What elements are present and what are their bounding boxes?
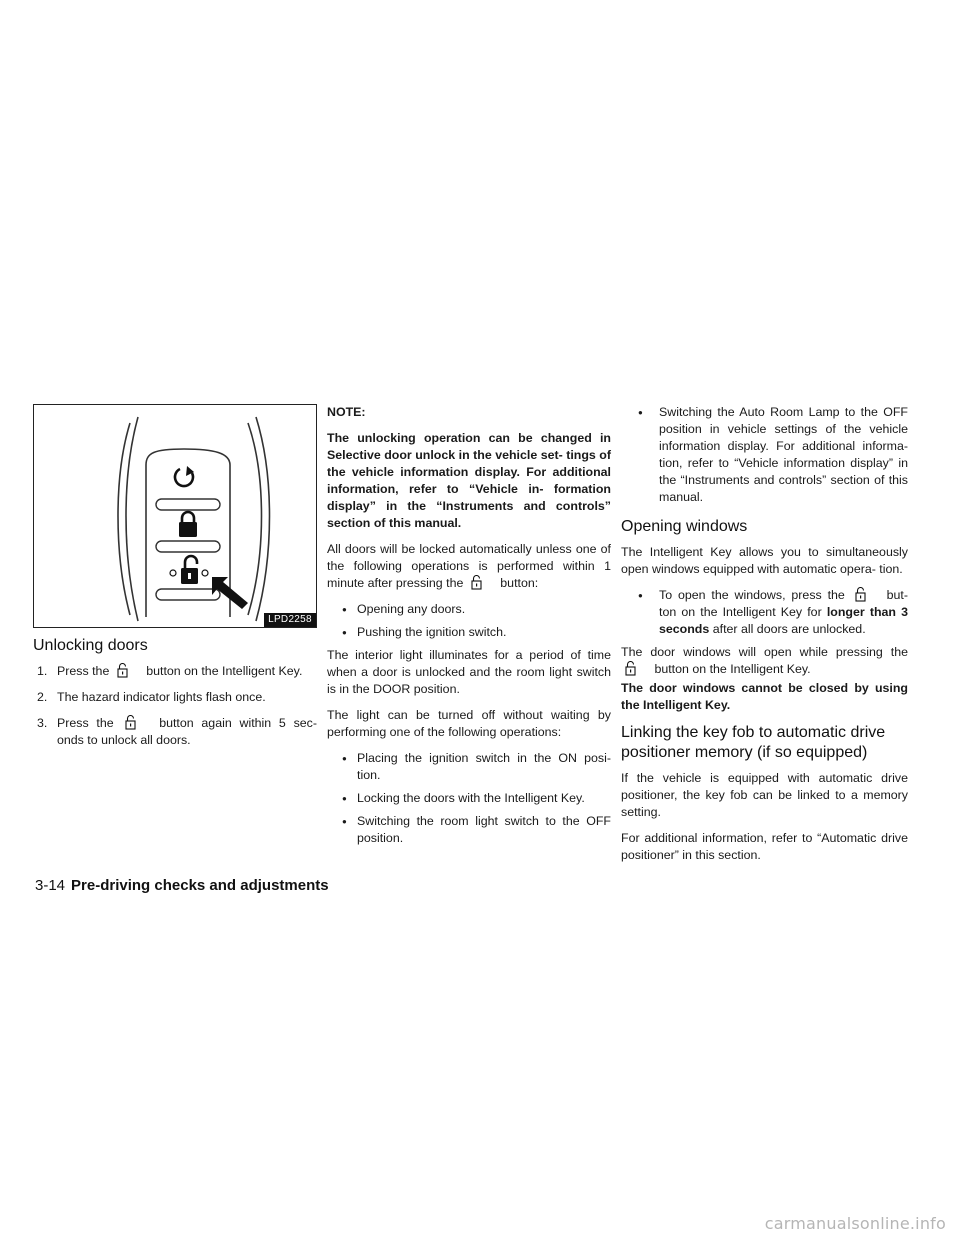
panic-remote-start-icon [175,466,194,486]
unlock-key-icon [855,587,867,602]
note-title: NOTE: [327,405,366,419]
step-item: 1. Press the button on the Intelligent Key. [37,664,303,678]
auto-room-lamp-bullet [621,404,908,506]
windows-intro-paragraph: The Intelligent Key allows you to simultaneously open windows equipped with automatic opera- tion. [621,545,908,576]
unlock-steps [33,663,317,749]
step-item: 3. Press the button again within 5 sec- onds to unlock all doors. [37,716,317,747]
linking-paragraph: If the vehicle is equipped with automatic drive positioner, the key fob can be linked to a memory setting. [621,771,908,819]
step-item: 2. The hazard indicator lights flash once. [37,690,266,704]
watermark-text: carmanualsonline.info [764,1214,946,1233]
list-item: ● Switching the Auto Room Lamp to the OFF position in vehicle settings of the vehicle information display. For additional informa- tion, refer to “Vehicle information display” in the “Instruments and controls” section of this manual. [621,404,908,506]
light-off-bullets [327,750,611,847]
windows-bullets [621,587,908,638]
light-off-paragraph: The light can be turned off without waiting by performing one of the following operations: [327,708,611,739]
list-item: ● Locking the doors with the Intelligent Key. [327,790,611,807]
column-3 [621,404,908,873]
list-item: ● To open the windows, press the but- ton on the Intelligent Key for longer than 3 seconds after all doors are unlocked. [621,587,908,638]
list-item: ● Placing the ignition switch in the ON posi- tion. [327,750,611,784]
figure-label: LPD2258 [264,613,316,627]
unlock-key-icon [471,575,483,590]
windows-warning: The door windows cannot be closed by using the Intelligent Key. [621,681,908,712]
interior-light-paragraph: The interior light illuminates for a period of time when a door is unlocked and the room light switch is in the DOOR position. [327,648,611,696]
note-text: The unlocking operation can be changed in Selective door unlock in the vehicle set- tings of the vehicle information display. For additional information, refer to “Vehicle in- formation display” in the “Instruments and controls” section of this manual. [327,431,611,530]
reference-paragraph: For additional information, refer to “Automatic drive positioner” in this section. [621,831,908,862]
page-footer [35,876,329,896]
windows-open-paragraph: The door windows will open while pressing the button on the Intelligent Key. [621,645,908,676]
page-number: 3-14 [35,877,66,894]
heading-linking-key-fob: Linking the key fob to automatic drive positioner memory (if so equipped) [621,724,886,761]
auto-lock-paragraph: All doors will be locked automatically unless one of the following operations is performed within 1 minute after pressing the button: [327,542,611,590]
unlock-button-icon [170,556,208,584]
list-item: ● Pushing the ignition switch. [327,624,611,641]
section-title: Pre-driving checks and adjustments [71,877,329,894]
list-item: ● Switching the room light switch to the OFF position. [327,813,611,847]
list-item: ● Opening any doors. [327,601,611,618]
column-2 [327,404,611,853]
key-fob-illustration [34,405,318,629]
unlock-key-icon [125,715,137,730]
auto-lock-bullets [327,601,611,641]
unlock-key-icon [625,661,637,676]
unlock-key-icon [117,663,129,678]
heading-unlocking-doors: Unlocking doors [33,637,148,654]
heading-opening-windows: Opening windows [621,518,748,535]
lock-button-icon [179,512,197,537]
key-fob-figure [33,404,317,628]
column-1 [33,404,317,758]
